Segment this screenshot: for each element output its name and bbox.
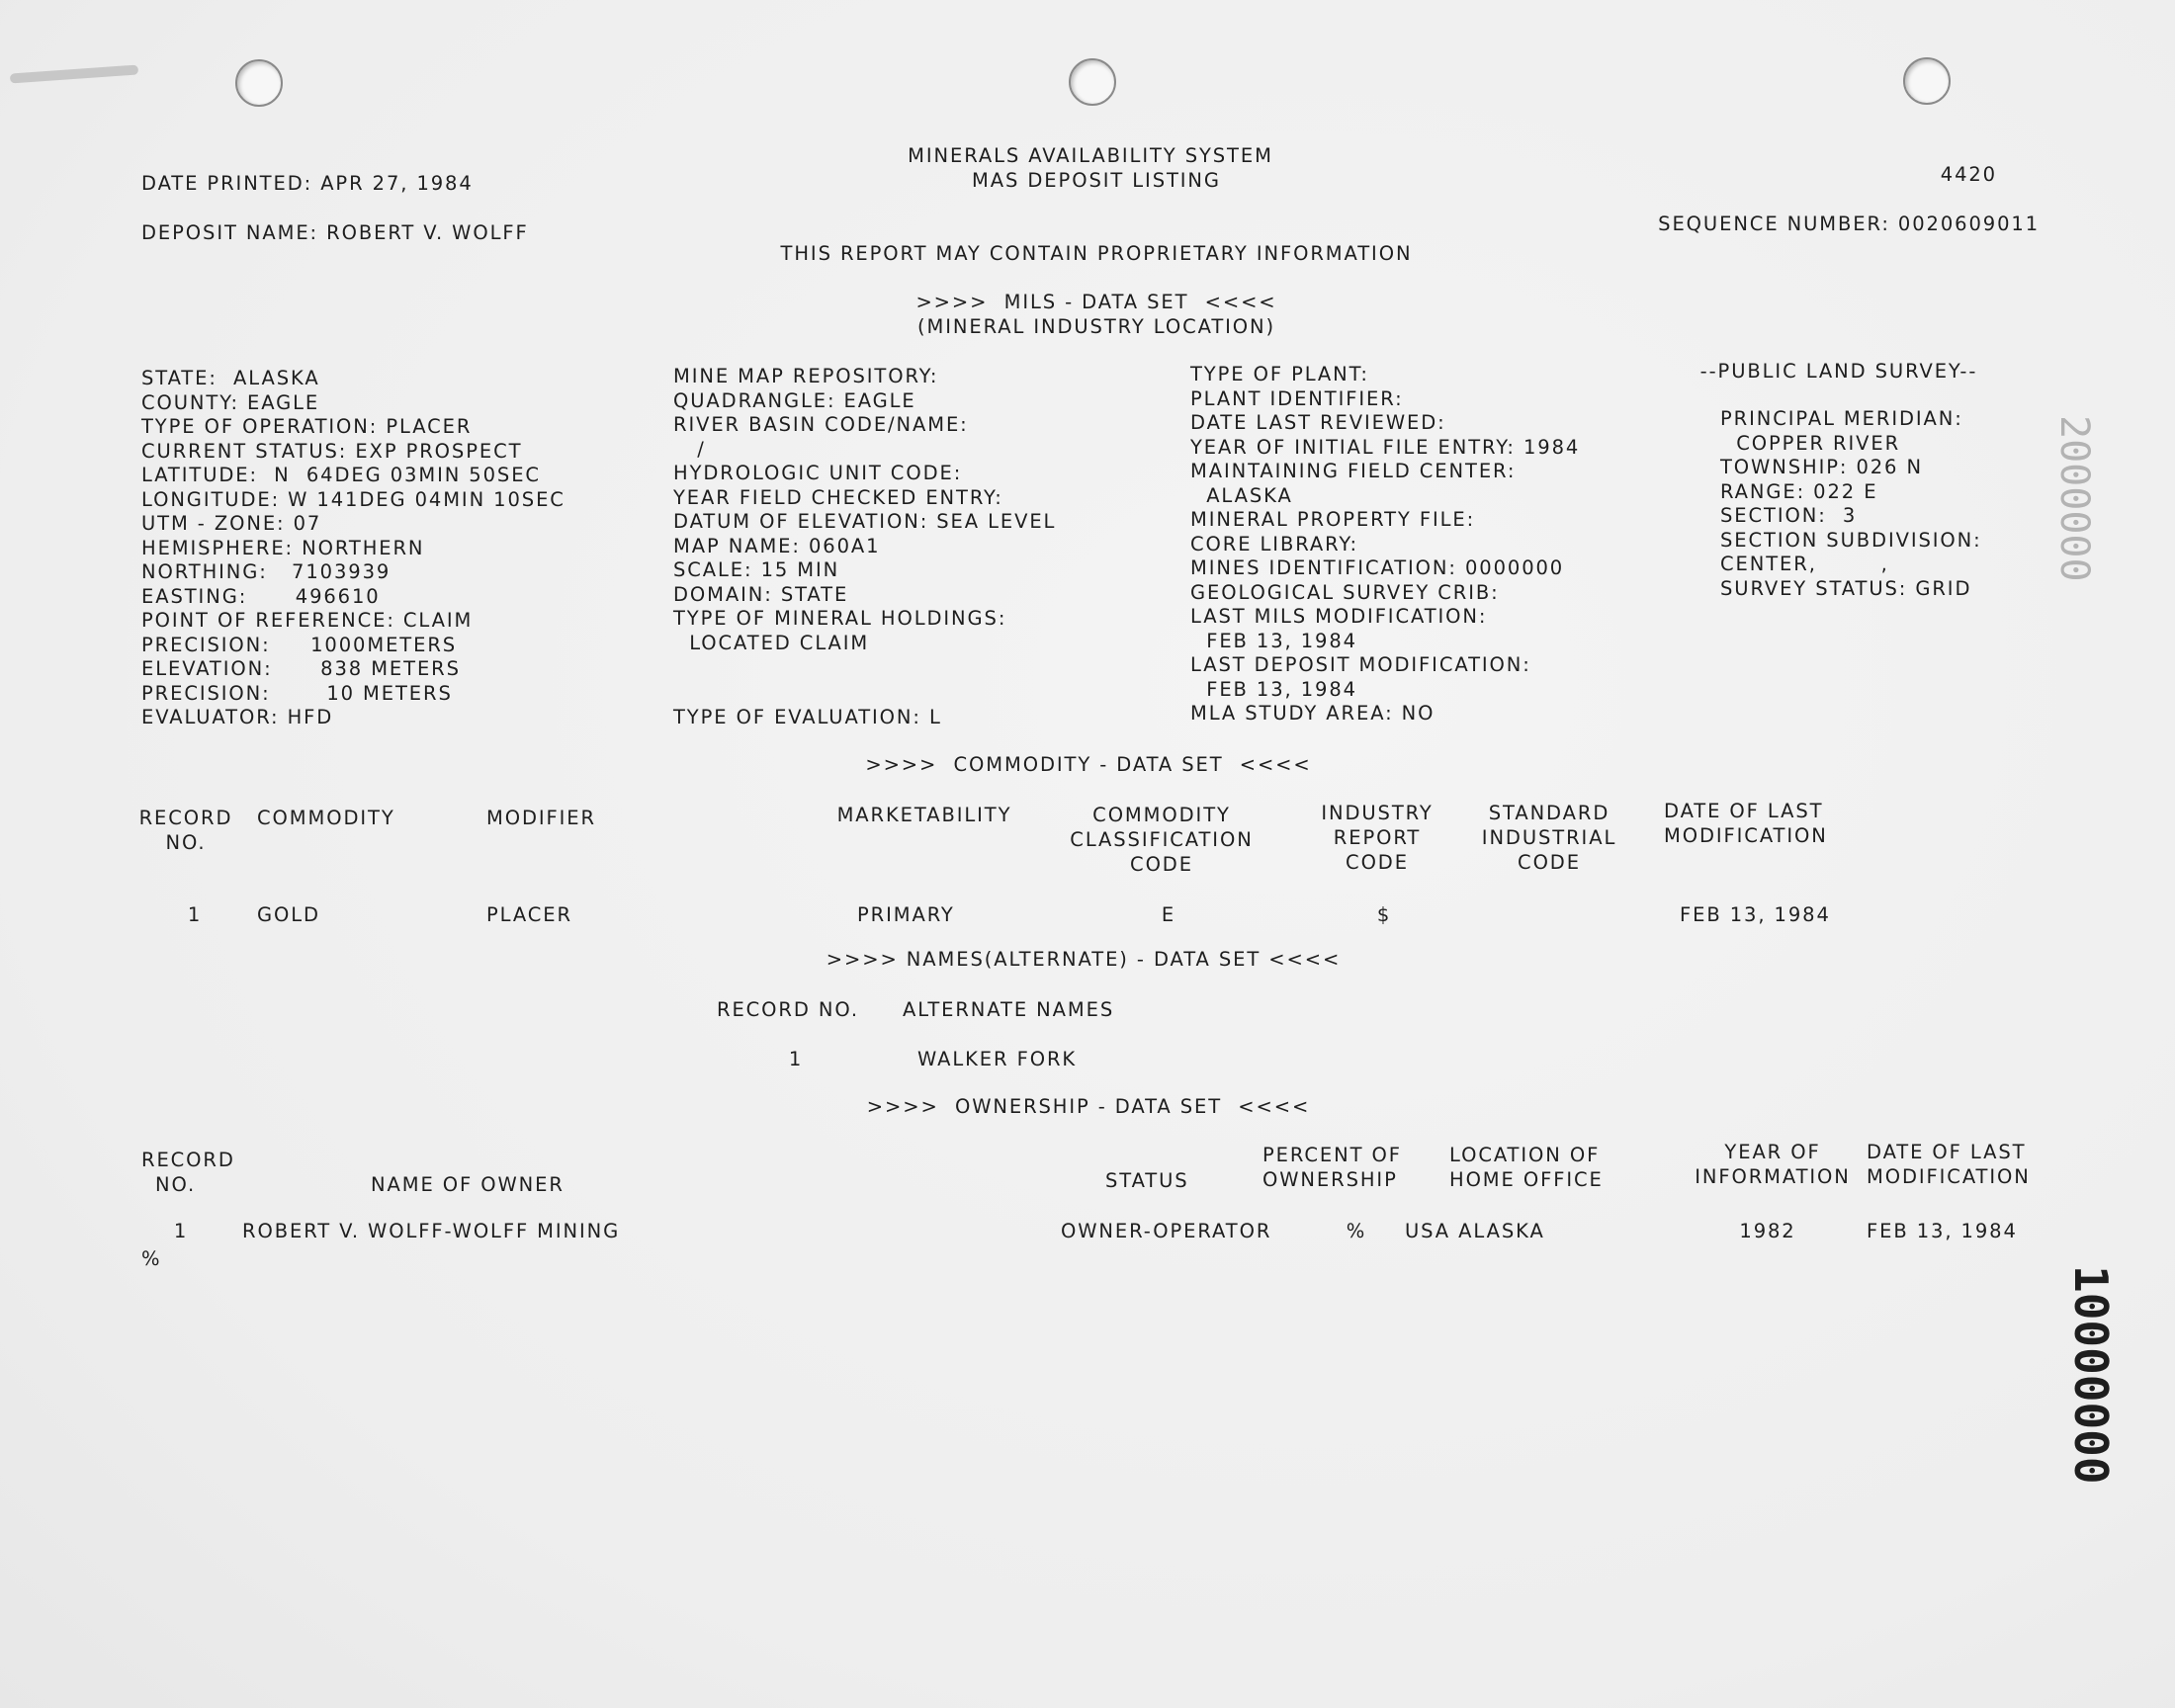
ownership-cell-location: USA ALASKA <box>1405 1220 1545 1242</box>
ownership-header-location: LOCATION OF <box>1449 1144 1601 1166</box>
map-field: YEAR FIELD CHECKED ENTRY: <box>673 485 1003 509</box>
commodity-header-modifier: MODIFIER <box>486 807 596 829</box>
listing-title: MAS DEPOSIT LISTING <box>972 169 1221 192</box>
ownership-footnote: % <box>141 1247 162 1270</box>
commodity-cell-modifier: PLACER <box>486 903 572 926</box>
commodity-header-marketability: MARKETABILITY <box>836 804 1012 826</box>
proprietary-notice: THIS REPORT MAY CONTAIN PROPRIETARY INFORMATION <box>780 242 1413 265</box>
page-number: 4420 <box>1940 163 1997 186</box>
commodity-header-last-mod: MODIFICATION <box>1664 824 1828 847</box>
admin-field: MAINTAINING FIELD CENTER: <box>1190 460 1517 482</box>
location-field: HEMISPHERE: NORTHERN <box>141 536 425 559</box>
land-survey-field: SURVEY STATUS: GRID <box>1720 577 1972 600</box>
admin-field: FEB 13, 1984 <box>1190 629 1357 652</box>
paper-tear-mark <box>10 64 138 83</box>
map-field: LOCATED CLAIM <box>673 631 870 654</box>
admin-field: GEOLOGICAL SURVEY CRIB: <box>1190 580 1500 604</box>
commodity-header-classification: COMMODITY <box>1092 804 1231 826</box>
map-field: QUADRANGLE: EAGLE <box>673 388 916 412</box>
location-field: PRECISION: 10 METERS <box>141 681 453 705</box>
commodity-cell-record-no: 1 <box>187 903 203 926</box>
commodity-header-record-no: NO. <box>165 831 207 854</box>
ownership-header-status: STATUS <box>1105 1169 1189 1192</box>
side-stamp-faint: 2000000 <box>2051 415 2097 582</box>
commodity-header-industry: INDUSTRY <box>1321 802 1434 824</box>
admin-field: YEAR OF INITIAL FILE ENTRY: 1984 <box>1190 435 1581 459</box>
admin-field: LAST DEPOSIT MODIFICATION: <box>1190 653 1531 676</box>
location-field: LONGITUDE: W 141DEG 04MIN 10SEC <box>141 487 566 511</box>
location-field: STATE: ALASKA <box>141 367 320 389</box>
map-field: DATUM OF ELEVATION: SEA LEVEL <box>673 510 1057 533</box>
ownership-header-owner: NAME OF OWNER <box>371 1173 565 1196</box>
map-field: TYPE OF MINERAL HOLDINGS: <box>673 607 1007 630</box>
land-survey-field: RANGE: 022 E <box>1720 480 1878 503</box>
location-field: EASTING: 496610 <box>141 584 381 608</box>
alternate-names-header: ALTERNATE NAMES <box>903 998 1115 1021</box>
map-field: HYDROLOGIC UNIT CODE: <box>673 462 963 484</box>
commodity-header-record-no: RECORD <box>138 807 233 829</box>
deposit-name: DEPOSIT NAME: ROBERT V. WOLFF <box>141 221 529 244</box>
map-field: MINE MAP REPOSITORY: <box>673 365 939 387</box>
admin-field: LAST MILS MODIFICATION: <box>1190 605 1488 628</box>
commodity-header-last-mod: DATE OF LAST <box>1664 800 1824 822</box>
commodity-header-classification: CODE <box>1130 853 1193 876</box>
map-field: MAP NAME: 060A1 <box>673 534 881 557</box>
ownership-cell-year: 1982 <box>1739 1220 1796 1242</box>
ownership-header-year: INFORMATION <box>1695 1165 1851 1188</box>
land-survey-heading: --PUBLIC LAND SURVEY-- <box>1699 360 1978 383</box>
land-survey-field: SECTION SUBDIVISION: <box>1720 529 1982 552</box>
ownership-header-year: YEAR OF <box>1724 1141 1821 1163</box>
commodity-header-sic: INDUSTRIAL <box>1481 826 1617 849</box>
ownership-cell-owner: ROBERT V. WOLFF-WOLFF MINING <box>242 1220 621 1242</box>
names-record-no-header: RECORD NO. <box>717 998 859 1021</box>
names-heading: >>>> NAMES(ALTERNATE) - DATA SET <<<< <box>826 948 1342 971</box>
map-field: DOMAIN: STATE <box>673 582 849 606</box>
admin-field: ALASKA <box>1190 483 1293 507</box>
ownership-cell-percent: % <box>1346 1220 1367 1242</box>
commodity-header-industry: REPORT <box>1333 826 1422 849</box>
land-survey-field: CENTER, , <box>1720 553 1889 575</box>
type-of-evaluation: TYPE OF EVALUATION: L <box>673 706 942 728</box>
ownership-cell-status: OWNER-OPERATOR <box>1061 1220 1272 1242</box>
commodity-cell-commodity: GOLD <box>257 903 320 926</box>
commodity-header-commodity: COMMODITY <box>257 807 395 829</box>
location-field: TYPE OF OPERATION: PLACER <box>141 415 473 438</box>
commodity-cell-classification: E <box>1161 903 1176 926</box>
sequence-number: SEQUENCE NUMBER: 0020609011 <box>1658 213 2040 235</box>
side-stamp-dark: 10000000 <box>2064 1265 2118 1485</box>
land-survey-field: PRINCIPAL MERIDIAN: <box>1720 407 1963 430</box>
ownership-header-record-no: RECORD <box>141 1149 235 1171</box>
admin-field: MINES IDENTIFICATION: 0000000 <box>1190 556 1565 579</box>
commodity-cell-marketability: PRIMARY <box>857 903 955 926</box>
binder-hole-right <box>1903 57 1951 105</box>
ownership-cell-record-no: 1 <box>173 1220 189 1242</box>
commodity-header-industry: CODE <box>1346 851 1409 874</box>
admin-field: FEB 13, 1984 <box>1190 677 1357 701</box>
commodity-header-sic: CODE <box>1518 851 1581 874</box>
admin-field: TYPE OF PLANT: <box>1190 363 1369 385</box>
location-field: ELEVATION: 838 METERS <box>141 657 461 680</box>
alternate-name-record-no: 1 <box>788 1048 804 1070</box>
alternate-name: WALKER FORK <box>917 1048 1078 1070</box>
location-field: LATITUDE: N 64DEG 03MIN 50SEC <box>141 464 541 486</box>
admin-field: CORE LIBRARY: <box>1190 532 1359 555</box>
commodity-header-sic: STANDARD <box>1488 802 1610 824</box>
ownership-header-last-mod: MODIFICATION <box>1867 1165 2031 1188</box>
admin-field: PLANT IDENTIFIER: <box>1190 386 1404 410</box>
land-survey-field: COPPER RIVER <box>1720 432 1901 455</box>
mils-heading: >>>> MILS - DATA SET <<<< <box>915 291 1277 313</box>
binder-hole-left <box>235 59 283 107</box>
admin-field: MLA STUDY AREA: NO <box>1190 702 1436 725</box>
admin-field: MINERAL PROPERTY FILE: <box>1190 508 1476 531</box>
ownership-heading: >>>> OWNERSHIP - DATA SET <<<< <box>866 1095 1311 1118</box>
location-field: EVALUATOR: HFD <box>141 706 334 728</box>
location-field: NORTHING: 7103939 <box>141 560 392 583</box>
ownership-cell-last-mod: FEB 13, 1984 <box>1867 1220 2018 1242</box>
map-field: SCALE: 15 MIN <box>673 558 840 581</box>
ownership-header-percent: OWNERSHIP <box>1262 1168 1398 1191</box>
binder-hole-center <box>1069 58 1116 106</box>
commodity-heading: >>>> COMMODITY - DATA SET <<<< <box>865 753 1312 776</box>
location-field: PRECISION: 1000METERS <box>141 633 458 656</box>
location-field: CURRENT STATUS: EXP PROSPECT <box>141 439 523 463</box>
ownership-header-percent: PERCENT OF <box>1262 1144 1402 1166</box>
commodity-cell-last-mod: FEB 13, 1984 <box>1680 903 1831 926</box>
mils-subheading: (MINERAL INDUSTRY LOCATION) <box>916 315 1276 338</box>
map-field: RIVER BASIN CODE/NAME: <box>673 413 969 436</box>
commodity-header-classification: CLASSIFICATION <box>1070 828 1254 851</box>
location-field: POINT OF REFERENCE: CLAIM <box>141 609 474 632</box>
land-survey-field: SECTION: 3 <box>1720 504 1858 527</box>
map-field: / <box>673 437 706 461</box>
commodity-cell-industry: $ <box>1376 903 1392 926</box>
ownership-header-record-no: NO. <box>155 1173 197 1196</box>
admin-field: DATE LAST REVIEWED: <box>1190 411 1446 434</box>
ownership-header-location: HOME OFFICE <box>1449 1168 1604 1191</box>
land-survey-field: TOWNSHIP: 026 N <box>1720 456 1923 478</box>
system-title: MINERALS AVAILABILITY SYSTEM <box>908 144 1273 167</box>
ownership-header-last-mod: DATE OF LAST <box>1867 1141 2027 1163</box>
location-field: COUNTY: EAGLE <box>141 390 320 414</box>
date-printed: DATE PRINTED: APR 27, 1984 <box>141 172 474 195</box>
location-field: UTM - ZONE: 07 <box>141 512 322 535</box>
